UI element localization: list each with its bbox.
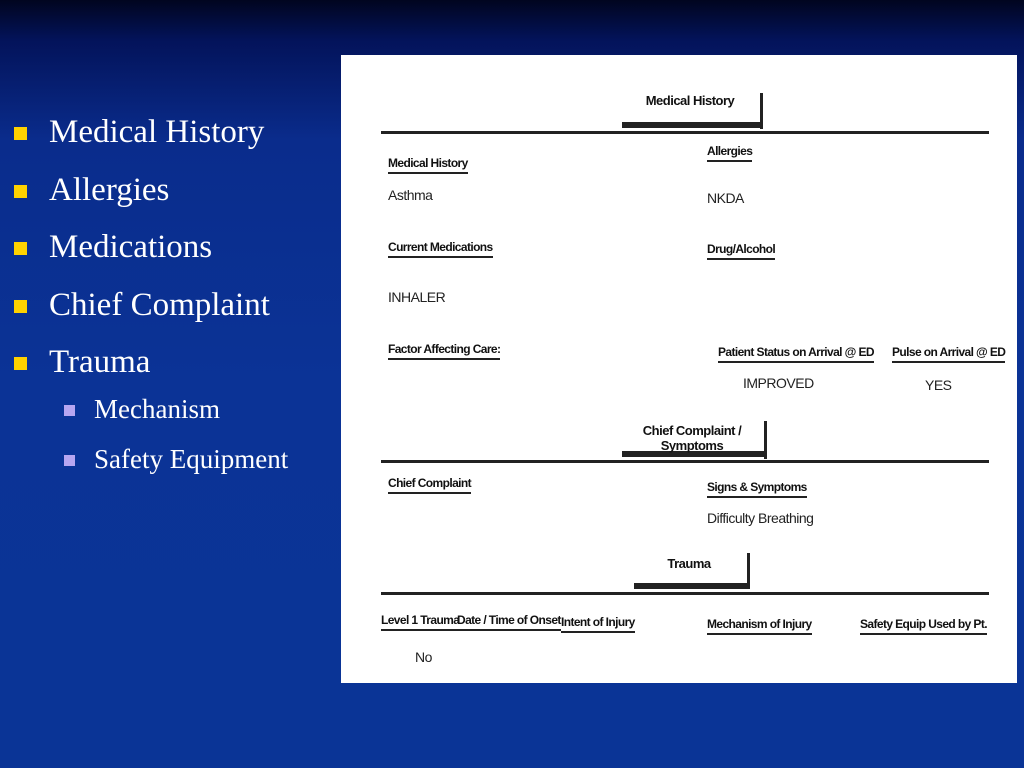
- pulse-value: YES: [925, 377, 952, 393]
- bullet-text: Chief Complaint: [49, 286, 270, 323]
- section-header-trauma: Trauma: [667, 556, 711, 571]
- tab-base: [634, 583, 750, 589]
- mechanism-of-injury-label: Mechanism of Injury: [707, 616, 812, 635]
- bullet-marker: [14, 185, 27, 198]
- pulse-label: Pulse on Arrival @ ED: [892, 344, 1005, 363]
- sub-bullet-marker: [64, 405, 75, 416]
- bullet-text: Allergies: [49, 171, 170, 208]
- patient-status-label: Patient Status on Arrival @ ED: [718, 344, 874, 363]
- bullet-text: Safety Equipment: [94, 444, 289, 474]
- sub-bullet-safety-equipment: [12, 442, 288, 492]
- intent-of-injury-label: Intent of Injury: [561, 614, 635, 633]
- medical-history-value: Asthma: [388, 187, 433, 203]
- bullet-medical-history: [12, 112, 288, 170]
- bullet-trauma: [12, 342, 288, 392]
- medical-history-label: Medical History: [388, 155, 468, 174]
- allergies-label: Allergies: [707, 143, 752, 162]
- sub-bullet-marker: [64, 455, 75, 466]
- tab-base: [622, 122, 763, 128]
- drug-alcohol-label: Drug/Alcohol: [707, 241, 775, 260]
- current-medications-value: INHALER: [388, 289, 446, 305]
- signs-symptoms-value: Difficulty Breathing: [707, 510, 814, 526]
- section-header-chief-complaint: Chief Complaint / Symptoms: [642, 423, 742, 453]
- bullet-text: Mechanism: [94, 394, 220, 424]
- bullet-medications: [12, 227, 288, 285]
- section-rule: [381, 592, 989, 595]
- bullet-marker: [14, 300, 27, 313]
- factor-affecting-care-label: Factor Affecting Care:: [388, 341, 500, 360]
- bullet-list: [12, 112, 288, 492]
- bullet-text: Trauma: [49, 344, 151, 380]
- bullet-chief-complaint: [12, 285, 288, 343]
- bullet-marker: [14, 357, 27, 370]
- bullet-marker: [14, 127, 27, 140]
- safety-equip-label: Safety Equip Used by Pt.: [860, 616, 987, 635]
- level1-trauma-label: Level 1 Trauma: [381, 612, 459, 631]
- bullet-text: Medical History: [49, 114, 265, 150]
- bullet-text: Medications: [49, 229, 213, 265]
- bullet-allergies: [12, 170, 288, 228]
- scanned-form-image: [341, 55, 1017, 683]
- date-time-onset-label: Date / Time of Onset: [457, 612, 561, 631]
- current-medications-label: Current Medications: [388, 239, 493, 258]
- bullet-marker: [14, 242, 27, 255]
- level1-trauma-value: No: [415, 649, 432, 665]
- chief-complaint-label: Chief Complaint: [388, 475, 471, 494]
- signs-symptoms-label: Signs & Symptoms: [707, 479, 807, 498]
- section-rule: [381, 131, 989, 134]
- sub-bullet-mechanism: [12, 392, 288, 442]
- patient-status-value: IMPROVED: [743, 375, 814, 391]
- section-rule: [381, 460, 989, 463]
- allergies-value: NKDA: [707, 190, 744, 206]
- section-header-medical-history: Medical History: [645, 93, 735, 108]
